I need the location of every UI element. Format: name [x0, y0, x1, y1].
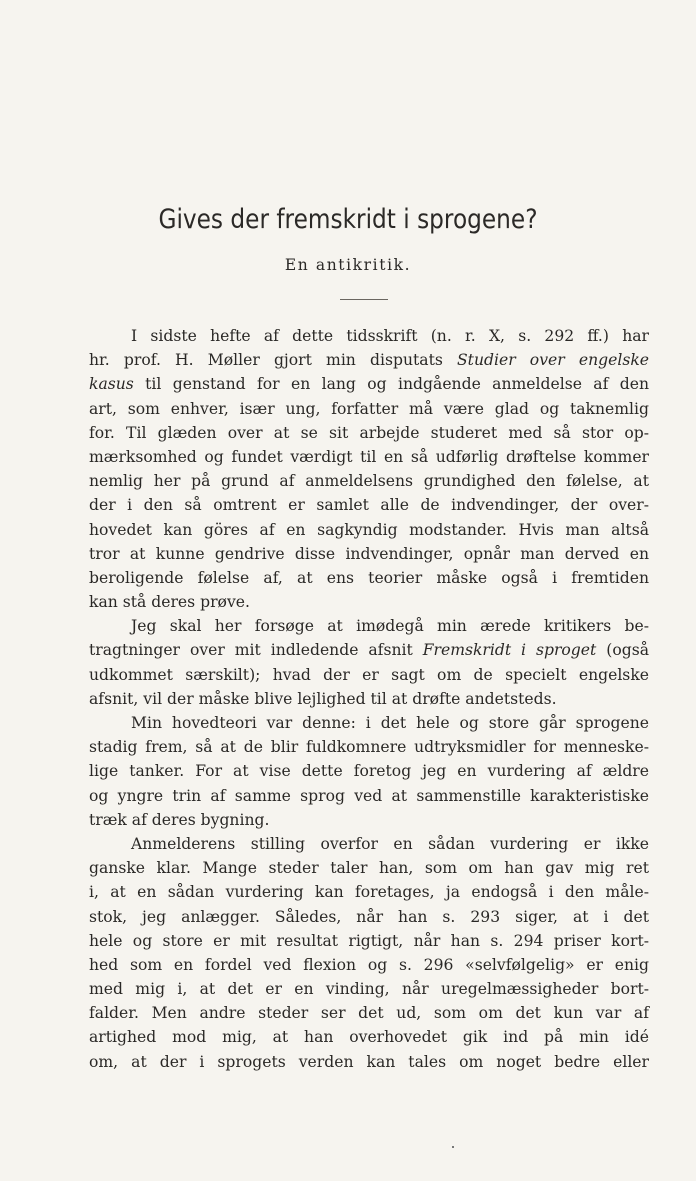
line-text: art, som enhver, især ung, forfatter må være glad og taknemlig	[89, 399, 649, 418]
text-line	[89, 759, 649, 783]
line-text: tror at kunne gendrive disse indvendinger, opnår man derved en	[89, 544, 649, 563]
line-text: I sidste hefte af dette tidsskrift (n. r. X, s. 292 ff.) har	[131, 327, 649, 345]
line-text: hovedet kan göres af en sagkyndig modstander. Hvis man altså	[89, 520, 649, 539]
text-line	[89, 832, 649, 856]
line-text: nemlig her på grund af anmeldelsens grundighed den følelse, at	[89, 472, 649, 491]
line-text: med mig i, at det er en vinding, når uregelmæssigheder bort-	[89, 980, 649, 999]
text-line	[89, 324, 649, 348]
text-line	[89, 953, 649, 977]
line-text: beroligende følelse af, at ens teorier måske også i fremtiden	[89, 568, 649, 587]
text-line	[89, 397, 649, 421]
line-text: stadig frem, så at de blir fuldkomnere udtryksmidler for menneske-	[89, 738, 649, 757]
text-line	[89, 929, 649, 953]
text-line	[89, 784, 649, 808]
line-text: for. Til glæden over at se sit arbejde studeret med så stor op-	[89, 423, 649, 442]
line-text: hed som en fordel ved flexion og s. 296 «selvfølgelig» er enig	[89, 955, 649, 974]
line-text: der i den så omtrent er samlet alle de indvendinger, der over-	[89, 496, 649, 515]
line-text: Anmelderens stilling overfor en sådan vurdering er ikke	[131, 834, 649, 853]
line-text: artighed mod mig, at han overhovedet gik ind på min idé	[89, 1028, 649, 1047]
line-text: ganske klar. Mange steder taler han, som om han gav mig ret	[89, 859, 649, 878]
text-line	[89, 880, 649, 904]
italic-title: kasus	[89, 375, 134, 394]
line-text: afsnit, vil der måske blive lejlighed til at drøfte andetsteds.	[89, 689, 557, 708]
line-text: stok, jeg anlægger. Således, når han s. 293 siger, at i det	[89, 907, 649, 926]
text-line	[89, 493, 649, 517]
line-text: i, at en sådan vurdering kan foretages, ja endogså i den måle-	[89, 883, 649, 902]
text-line	[89, 808, 649, 832]
text-line	[89, 977, 649, 1001]
line-text: hele og store er mit resultat rigtigt, når han s. 294 priser kort-	[89, 931, 649, 950]
text-line	[89, 566, 649, 590]
text-line	[89, 518, 649, 542]
text-line	[89, 614, 649, 638]
text-line	[89, 1050, 649, 1074]
line-text: om, at der i sprogets verden kan tales om noget bedre eller	[89, 1052, 649, 1071]
text-line	[89, 735, 649, 759]
line-text: Jeg skal her forsøge at imødegå min ærede kritikers be-	[131, 617, 649, 636]
text-line	[89, 687, 649, 711]
line-text: tragtninger over mit indledende afsnit	[89, 641, 423, 660]
line-text: kan stå deres prøve.	[89, 593, 250, 612]
line-text: lige tanker. For at vise dette foretog jeg en vurdering af ældre	[89, 762, 649, 781]
text-line	[89, 711, 649, 735]
text-line	[89, 542, 649, 566]
text-line	[89, 856, 649, 880]
text-line	[89, 1025, 649, 1049]
line-text: og yngre trin af samme sprog ved at sammenstille karakteristiske	[89, 786, 649, 805]
line-text-after: (også	[596, 641, 649, 660]
text-line	[89, 445, 649, 469]
text-line	[89, 372, 649, 396]
italic-title: Fremskridt i sproget	[422, 641, 597, 660]
line-text: hr. prof. H. Møller gjort min disputats	[89, 351, 457, 370]
article-title: Gives der fremskridt i sprogene?	[158, 204, 538, 235]
text-line	[89, 590, 649, 614]
text-line	[89, 1001, 649, 1025]
page-mark	[452, 1146, 454, 1148]
line-text-after: til genstand for en lang og indgående anmeldelse af den	[133, 375, 649, 394]
line-text: Min hovedteori var denne: i det hele og store går sprogene	[131, 714, 649, 732]
text-line	[89, 663, 649, 687]
text-line	[89, 348, 649, 372]
line-text: udkommet særskilt); hvad der er sagt om de specielt engelske	[89, 665, 649, 684]
text-line	[89, 421, 649, 445]
text-line	[89, 638, 649, 662]
line-text: falder. Men andre steder ser det ud, som om det kun var af	[89, 1004, 649, 1023]
text-line	[89, 905, 649, 929]
line-text: mærksomhed og fundet værdigt til en så udførlig drøftelse kommer	[89, 447, 649, 466]
article-subtitle: En antikritik.	[284, 256, 412, 274]
line-text: træk af deres bygning.	[89, 810, 270, 829]
text-line	[89, 469, 649, 493]
title-divider	[340, 299, 388, 300]
article-body	[89, 324, 649, 1074]
italic-title: Studier over engelske	[457, 351, 649, 370]
